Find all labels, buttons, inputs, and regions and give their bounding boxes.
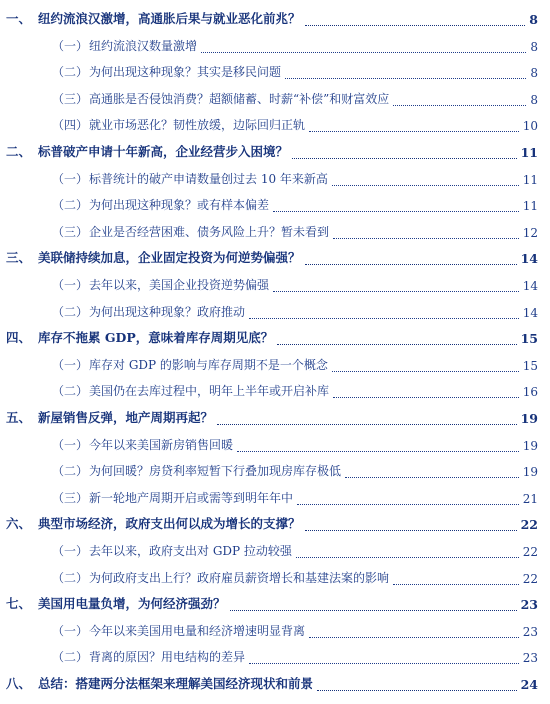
toc-entry-title[interactable]: 库存不拖累 GDP，意味着库存周期见底？ bbox=[38, 330, 274, 346]
toc-dot-leader bbox=[292, 158, 517, 159]
toc-dot-leader bbox=[201, 52, 526, 53]
toc-entry-number: （三） bbox=[52, 224, 89, 239]
toc-page-number[interactable]: 14 bbox=[520, 251, 538, 267]
toc-entry-number: （二） bbox=[52, 650, 89, 665]
toc-entry-title[interactable]: 为何出现这种现象？或有样本偏差 bbox=[89, 198, 270, 213]
toc-page-number[interactable]: 10 bbox=[522, 119, 538, 134]
toc-page-number[interactable]: 22 bbox=[520, 517, 538, 533]
toc-dot-leader bbox=[305, 264, 517, 265]
toc-section-entry[interactable] bbox=[0, 593, 550, 615]
toc-dot-leader bbox=[277, 344, 517, 345]
toc-dot-leader bbox=[345, 477, 519, 478]
toc-dot-leader bbox=[332, 371, 519, 372]
toc-entry-title[interactable]: 美联储持续加息，企业固定投资为何逆势偏强？ bbox=[38, 250, 301, 266]
toc-subsection-entry[interactable] bbox=[0, 61, 550, 83]
toc-entry-number: （一） bbox=[52, 278, 89, 292]
toc-section-entry[interactable] bbox=[0, 8, 550, 30]
toc-page-number[interactable]: 19 bbox=[522, 465, 538, 480]
toc-entry-title[interactable]: 典型市场经济，政府支出何以成为增长的支撑？ bbox=[38, 516, 301, 532]
toc-entry-title[interactable]: 今年以来美国用电量和经济增速明显背离 bbox=[89, 623, 306, 638]
toc-entry-number: （二） bbox=[52, 570, 89, 585]
toc-page-number[interactable]: 22 bbox=[522, 571, 538, 586]
toc-entry-number: （二） bbox=[52, 65, 89, 80]
toc-subsection-entry[interactable] bbox=[0, 274, 550, 296]
toc-page-number[interactable]: 8 bbox=[530, 92, 538, 107]
toc-entry-number: （一） bbox=[52, 171, 89, 186]
toc-entry-number: （二） bbox=[52, 384, 89, 399]
toc-dot-leader bbox=[309, 131, 519, 132]
toc-page-number[interactable]: 11 bbox=[522, 199, 538, 214]
toc-dot-leader bbox=[273, 291, 519, 292]
toc-subsection-entry[interactable] bbox=[0, 354, 550, 376]
toc-subsection-entry[interactable] bbox=[0, 460, 550, 482]
toc-page-number[interactable]: 15 bbox=[522, 358, 538, 373]
toc-entry-number: 二、 bbox=[6, 144, 32, 159]
toc-entry-title[interactable]: 为何出现这种现象？其实是移民问题 bbox=[89, 65, 282, 80]
toc-entry-number: （一） bbox=[52, 437, 89, 452]
toc-entry-number: 六、 bbox=[6, 516, 32, 532]
toc-entry-number: （一） bbox=[52, 38, 89, 53]
toc-entry-title[interactable]: 为何政府支出上行？政府雇员薪资增长和基建法案的影响 bbox=[89, 570, 390, 585]
toc-entry-title[interactable]: 新一轮地产周期开启或需等到明年年中 bbox=[89, 490, 294, 505]
toc-entry-number: 七、 bbox=[6, 596, 32, 612]
toc-page-number[interactable]: 8 bbox=[530, 66, 538, 81]
toc-section-entry[interactable] bbox=[0, 247, 550, 269]
toc-entry-number: （三） bbox=[52, 490, 89, 505]
toc-section-entry[interactable] bbox=[0, 141, 550, 163]
toc-section-entry[interactable] bbox=[0, 407, 550, 429]
toc-page-number[interactable]: 15 bbox=[520, 331, 538, 347]
toc-page-number[interactable]: 8 bbox=[529, 12, 538, 27]
toc-entry-number: 一、 bbox=[6, 11, 32, 26]
toc-subsection-entry[interactable] bbox=[0, 194, 550, 216]
toc-entry-title[interactable]: 总结：搭建两分法框架来理解美国经济现状和前景 bbox=[38, 676, 314, 691]
toc-page-number[interactable]: 12 bbox=[522, 225, 538, 240]
toc-page-number[interactable]: 24 bbox=[520, 677, 538, 692]
toc-dot-leader bbox=[249, 318, 519, 319]
toc-page-number[interactable]: 19 bbox=[520, 411, 538, 426]
toc-entry-number: （四） bbox=[52, 118, 89, 133]
toc-entry-number: （一） bbox=[52, 623, 89, 638]
toc-dot-leader bbox=[305, 530, 517, 531]
toc-entry-title[interactable]: 美国仍在去库过程中，明年上半年或开启补库 bbox=[89, 384, 330, 399]
toc-dot-leader bbox=[273, 211, 519, 212]
toc-subsection-entry[interactable] bbox=[0, 620, 550, 642]
toc-entry-title[interactable]: 去年以来，政府支出对 GDP 拉动较强 bbox=[89, 544, 292, 558]
toc-page-number[interactable]: 16 bbox=[522, 385, 538, 400]
toc-dot-leader bbox=[393, 105, 526, 106]
toc-subsection-entry[interactable] bbox=[0, 35, 550, 57]
toc-subsection-entry[interactable] bbox=[0, 646, 550, 668]
toc-entry-title[interactable]: 库存对 GDP 的影响与库存周期不是一个概念 bbox=[89, 357, 328, 372]
toc-subsection-entry[interactable] bbox=[0, 380, 550, 402]
toc-page-number[interactable]: 14 bbox=[522, 279, 538, 293]
toc-dot-leader bbox=[285, 78, 526, 79]
toc-dot-leader bbox=[297, 504, 519, 505]
toc-section-entry[interactable] bbox=[0, 673, 550, 695]
toc-page-number[interactable]: 11 bbox=[522, 172, 538, 187]
toc-page-number[interactable]: 11 bbox=[520, 145, 538, 160]
toc-entry-number: 四、 bbox=[6, 330, 32, 346]
toc-entry-title[interactable]: 纽约流浪汉数量激增 bbox=[89, 38, 198, 53]
toc-subsection-entry[interactable] bbox=[0, 540, 550, 562]
toc-entry-number: （一） bbox=[52, 544, 89, 558]
toc-page-number[interactable]: 23 bbox=[522, 651, 538, 666]
toc-dot-leader bbox=[317, 690, 517, 691]
toc-dot-leader bbox=[333, 238, 519, 239]
toc-page-number[interactable]: 23 bbox=[522, 624, 538, 639]
toc-dot-leader bbox=[217, 424, 517, 425]
toc-subsection-entry[interactable] bbox=[0, 487, 550, 509]
toc-entry-number: 三、 bbox=[6, 250, 32, 266]
toc-page-number[interactable]: 14 bbox=[522, 305, 538, 320]
toc-dot-leader bbox=[249, 663, 519, 664]
toc-entry-title[interactable]: 美国用电量负增，为何经济强劲？ bbox=[38, 596, 226, 612]
toc-entry-number: （二） bbox=[52, 464, 89, 479]
toc-page-number[interactable]: 21 bbox=[522, 491, 538, 506]
toc-dot-leader bbox=[237, 451, 519, 452]
toc-subsection-entry[interactable] bbox=[0, 567, 550, 589]
toc-entry-title[interactable]: 新屋销售反弹，地产周期再起？ bbox=[38, 410, 214, 425]
toc-entry-title[interactable]: 今年以来美国新房销售回暖 bbox=[89, 437, 234, 452]
toc-page-number[interactable]: 19 bbox=[522, 438, 538, 453]
toc-entry-title[interactable]: 去年以来，美国企业投资逆势偏强 bbox=[89, 278, 270, 292]
toc-subsection-entry[interactable] bbox=[0, 301, 550, 323]
toc-dot-leader bbox=[332, 185, 519, 186]
toc-entry-title[interactable]: 为何回暖？房贷利率短暂下行叠加现房库存极低 bbox=[89, 464, 342, 479]
toc-dot-leader bbox=[305, 25, 525, 26]
toc-subsection-entry[interactable] bbox=[0, 114, 550, 136]
toc-page-number[interactable]: 22 bbox=[522, 545, 538, 559]
toc-entry-title[interactable]: 标普统计的破产申请数量创过去 10 年来新高 bbox=[89, 171, 328, 186]
toc-entry-number: 八、 bbox=[6, 676, 32, 691]
toc-entry-number: （二） bbox=[52, 304, 89, 319]
toc-entry-title[interactable]: 高通胀是否侵蚀消费？超额储蓄、时薪“补偿”和财富效应 bbox=[89, 91, 390, 106]
toc-subsection-entry[interactable] bbox=[0, 88, 550, 110]
toc-dot-leader bbox=[393, 584, 519, 585]
toc-entry-number: （三） bbox=[52, 91, 89, 106]
toc-dot-leader bbox=[296, 557, 519, 558]
toc-entry-title[interactable]: 背离的原因？用电结构的差异 bbox=[89, 650, 246, 665]
toc-entry-number: （二） bbox=[52, 198, 89, 213]
toc-entry-number: （一） bbox=[52, 357, 89, 372]
toc-page-number[interactable]: 8 bbox=[530, 39, 538, 54]
toc-subsection-entry[interactable] bbox=[0, 434, 550, 456]
toc-subsection-entry[interactable] bbox=[0, 221, 550, 243]
toc-section-entry[interactable] bbox=[0, 327, 550, 349]
toc-dot-leader bbox=[309, 637, 519, 638]
toc-entry-title[interactable]: 就业市场恶化？韧性放缓，边际回归正轨 bbox=[89, 118, 306, 133]
toc-section-entry[interactable] bbox=[0, 513, 550, 535]
toc-entry-title[interactable]: 纽约流浪汉激增，高通胀后果与就业恶化前兆？ bbox=[38, 11, 301, 26]
toc-entry-title[interactable]: 企业是否经营困难、债务风险上升？暂未看到 bbox=[89, 224, 330, 239]
toc-dot-leader bbox=[230, 610, 517, 611]
toc-entry-number: 五、 bbox=[6, 410, 32, 425]
toc-entry-title[interactable]: 为何出现这种现象？政府推动 bbox=[89, 304, 246, 319]
toc-dot-leader bbox=[333, 397, 519, 398]
toc-entry-title[interactable]: 标普破产申请十年新高，企业经营步入困境？ bbox=[38, 144, 289, 159]
toc-subsection-entry[interactable] bbox=[0, 168, 550, 190]
toc-page-number[interactable]: 23 bbox=[520, 597, 538, 613]
